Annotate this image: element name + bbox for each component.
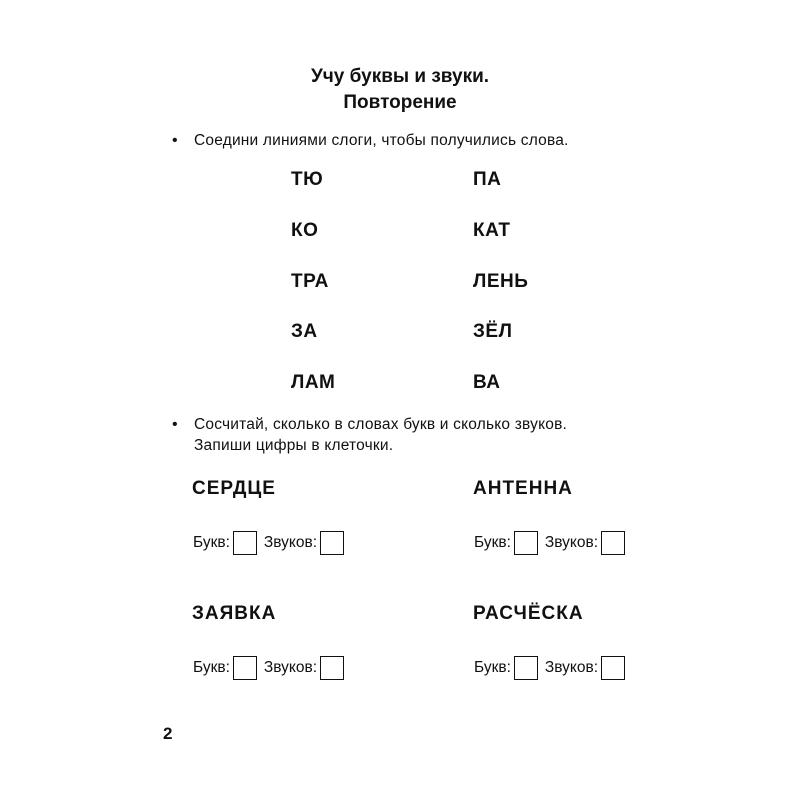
sounds-count-box[interactable]: [601, 656, 625, 680]
sounds-count-box[interactable]: [320, 656, 344, 680]
page-title: Учу буквы и звуки.: [310, 66, 490, 87]
syllable-right-5: ВА: [473, 372, 501, 393]
word-raschyoska: РАСЧЁСКА: [473, 603, 584, 624]
syllable-right-1: ПА: [473, 169, 502, 190]
syllable-right-4: ЗЁЛ: [473, 321, 513, 342]
letters-count-box[interactable]: [514, 531, 538, 555]
letters-label: Букв:: [474, 659, 511, 676]
task-2-text-line-2: Запиши цифры в клеточки.: [194, 437, 394, 454]
syllable-left-3: ТРА: [291, 271, 329, 292]
word-serdtse: СЕРДЦЕ: [192, 478, 276, 499]
word-antenna: АНТЕННА: [473, 478, 573, 499]
task-2-text-line-1: Сосчитай, сколько в словах букв и сколько звуков.: [194, 416, 568, 433]
sounds-label: Звуков:: [544, 534, 599, 551]
count-row-raschyoska: [474, 654, 632, 682]
sounds-label: Звуков:: [263, 534, 318, 551]
task-1-text: Соедини линиями слоги, чтобы получились слова.: [194, 132, 569, 149]
syllable-right-3: ЛЕНЬ: [473, 271, 529, 292]
letters-count-box[interactable]: [514, 656, 538, 680]
bullet-icon: •: [172, 132, 178, 149]
sounds-count-box[interactable]: [320, 531, 344, 555]
letters-label: Букв:: [193, 659, 230, 676]
sounds-count-box[interactable]: [601, 531, 625, 555]
count-row-antenna: [474, 529, 632, 557]
syllable-left-1: ТЮ: [291, 169, 324, 190]
syllable-left-2: КО: [291, 220, 319, 241]
letters-count-box[interactable]: [233, 531, 257, 555]
sounds-label: Звуков:: [263, 659, 318, 676]
syllable-left-4: ЗА: [291, 321, 318, 342]
sounds-label: Звуков:: [544, 659, 599, 676]
page-subtitle: Повторение: [343, 92, 457, 113]
word-zayavka: ЗАЯВКА: [192, 603, 277, 624]
syllable-right-2: КАТ: [473, 220, 511, 241]
count-row-serdtse: [193, 529, 351, 557]
syllable-left-5: ЛАМ: [291, 372, 336, 393]
letters-label: Букв:: [474, 534, 511, 551]
letters-count-box[interactable]: [233, 656, 257, 680]
bullet-icon: •: [172, 416, 178, 433]
letters-label: Букв:: [193, 534, 230, 551]
page-number: 2: [163, 724, 173, 743]
count-row-zayavka: [193, 654, 351, 682]
